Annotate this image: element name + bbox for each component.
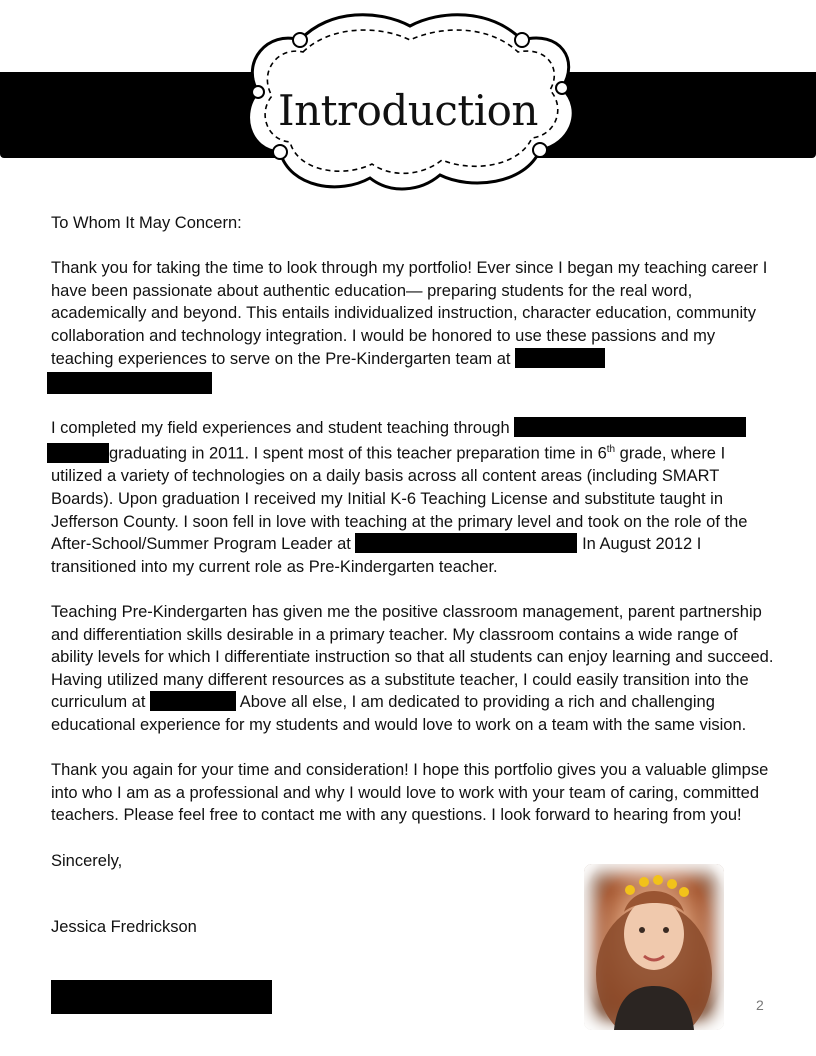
- paragraph-2-text-d: In August 2012 I transitioned into my current role as Pre-Kindergarten teacher.: [51, 535, 702, 576]
- redacted-text: [150, 691, 236, 711]
- portrait-illustration: [584, 864, 724, 1030]
- paragraph-2: [51, 417, 781, 579]
- salutation: To Whom It May Concern:: [51, 214, 242, 232]
- paragraph-2-text-b: graduating in 2011. I spent most of this teacher preparation time in 6: [109, 444, 607, 463]
- redacted-text: [47, 372, 212, 394]
- paragraph-2-text-c: grade, where I utilized a variety of technologies on a daily basis across all content areas (including SMART Boards). Upon graduation I received my Initial K-6 Teaching License and substitute taught in Jefferson County. I soon fell in love with teaching at the primary level and took on the role of the After-School/Summer Program Leader at: [51, 444, 748, 554]
- redacted-text: [515, 348, 605, 368]
- redacted-text: [47, 443, 109, 463]
- redacted-text: [355, 533, 577, 553]
- page-number: 2: [756, 997, 764, 1013]
- page-title: Introduction: [278, 86, 538, 135]
- signature-name: Jessica Fredrickson: [51, 918, 197, 937]
- paragraph-2-text-a: I completed my field experiences and student teaching through: [51, 418, 510, 437]
- ordinal-superscript: th: [606, 444, 616, 456]
- paragraph-3-text-a: Teaching Pre-Kindergarten has given me the positive classroom management, parent partnership and differentiation skills desirable in a primary teacher. My classroom contains a wide range of ability levels for which I differentiate instruction so that all students can enjoy learning and succeed. Having utilized many different resources as a substitute teacher, I could easily transition into the curriculum at: [51, 603, 774, 712]
- profile-photo: [584, 864, 724, 1030]
- letter-body: [51, 212, 781, 961]
- paragraph-3-text-b: Above all else, I am dedicated to providing a rich and challenging educational experience for my students and would love to work on a team with the same vision.: [51, 693, 747, 734]
- closing: Sincerely,: [51, 851, 123, 870]
- redacted-text: [514, 417, 746, 437]
- paragraph-4: Thank you again for your time and consideration! I hope this portfolio gives you a valuable glimpse into who I am as a professional and why I would love to work with your team of caring, committed teachers. Please feel free to contact me with any questions. I look forward to hearing from you!: [51, 761, 769, 825]
- paragraph-1: [51, 257, 781, 394]
- redacted-contact-info: [51, 980, 272, 1014]
- paragraph-1-text: Thank you for taking the time to look through my portfolio! Ever since I began my teaching career I have been passionate about authentic education— preparing students for the real word, academically and beyond. This entails individualized instruction, character education, community collaboration and technology integration. I would be honored to use these passions and my teaching experiences to serve on the Pre-Kindergarten team at: [51, 259, 768, 368]
- paragraph-3: [51, 601, 781, 737]
